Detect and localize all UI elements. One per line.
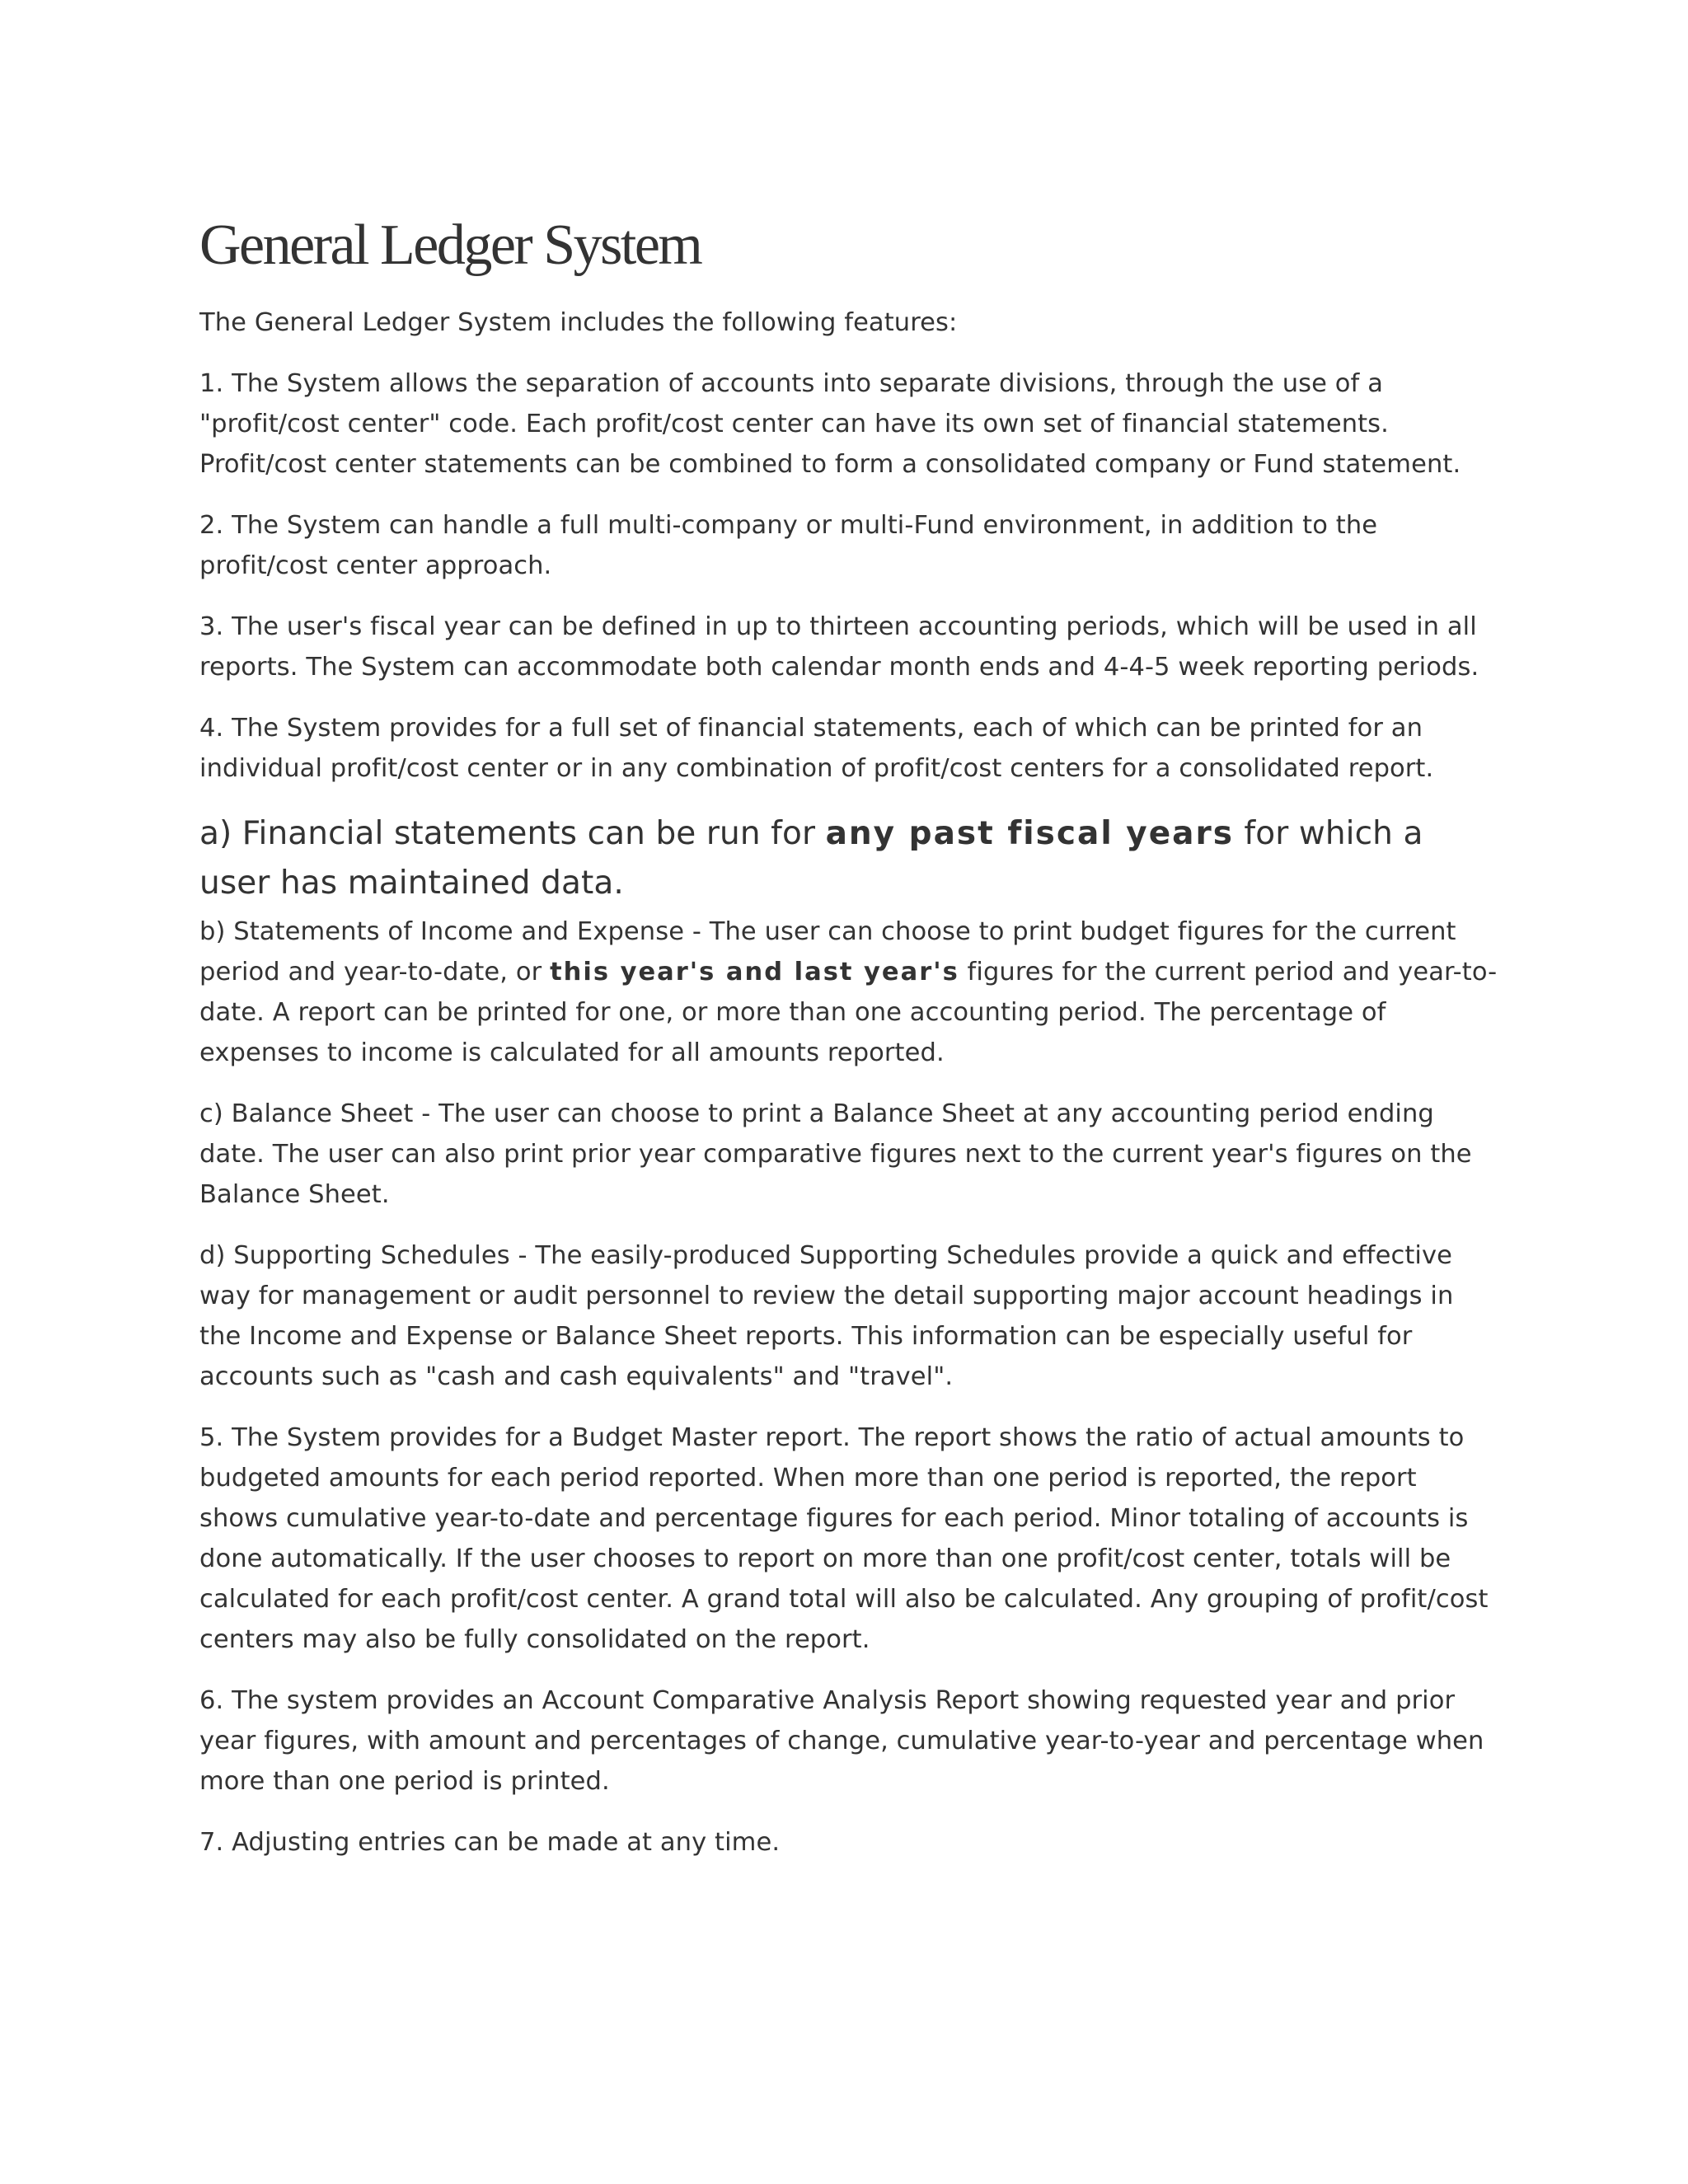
intro-paragraph: The General Ledger System includes the following features: bbox=[199, 307, 958, 337]
feature-item-3: 3. The user's fiscal year can be defined in up to thirteen accounting periods, which will be used in all reports. The System can accommodate both calendar month ends and 4-4-5 week reporting periods. bbox=[199, 612, 1479, 682]
item-a-text-before: a) Financial statements can be run for bbox=[199, 814, 826, 852]
feature-item-c: c) Balance Sheet - The user can choose to print a Balance Sheet at any accounting period ending date. The user can also print prior year comparative figures next to the current year's figures on the Balance Sheet. bbox=[199, 1099, 1472, 1209]
feature-item-6: 6. The system provides an Account Comparative Analysis Report showing requested year and prior year figures, with amount and percentages of change, cumulative year-to-year and percentage when more than one period is printed. bbox=[199, 1685, 1484, 1796]
document-page bbox=[199, 213, 1498, 1883]
item-b-text-before: b) Statements of Income and Expense - The user can choose to print budget figures for the current period and year-to-date, or bbox=[199, 916, 1456, 987]
feature-item-b bbox=[199, 912, 1498, 1073]
feature-item-d: d) Supporting Schedules - The easily-produced Supporting Schedules provide a quick and effective way for management or audit personnel to review the detail supporting major account headings in the Income and Expense or Balance Sheet reports. This information can be especially useful for accounts such as "cash and cash equivalents" and "travel". bbox=[199, 1240, 1454, 1391]
feature-item-1: 1. The System allows the separation of accounts into separate divisions, through the use of a "profit/cost center" code. Each profit/cost center can have its own set of financial statements. Profit/cost center statements can be combined to form a consolidated company or Fund statement. bbox=[199, 368, 1461, 479]
page-title: General Ledger System bbox=[199, 213, 701, 277]
item-b-emphasis: this year's and last year's bbox=[550, 957, 959, 987]
item-a-text-after: for which a user has maintained data. bbox=[199, 814, 1423, 902]
feature-item-4: 4. The System provides for a full set of financial statements, each of which can be printed for an individual profit/cost center or in any combination of profit/cost centers for a consolidated report. bbox=[199, 713, 1434, 783]
feature-item-2: 2. The System can handle a full multi-company or multi-Fund environment, in addition to the profit/cost center approach. bbox=[199, 510, 1378, 580]
item-a-emphasis: any past fiscal years bbox=[825, 814, 1234, 852]
feature-item-a bbox=[199, 809, 1498, 908]
feature-item-5: 5. The System provides for a Budget Master report. The report shows the ratio of actual amounts to budgeted amounts for each period reported. When more than one period is reported, the report shows cumulative year-to-date and percentage figures for each period. Minor totaling of accounts is done automatically. If the user chooses to report on more than one profit/cost center, totals will be calculated for each profit/cost center. A grand total will also be calculated. Any grouping of profit/cost centers may also be fully consolidated on the report. bbox=[199, 1422, 1489, 1654]
feature-item-7: 7. Adjusting entries can be made at any time. bbox=[199, 1827, 781, 1857]
item-b-text-after: figures for the current period and year-to-date. A report can be printed for one, or more than one accounting period. The percentage of expenses to income is calculated for all amounts reported. bbox=[199, 957, 1498, 1067]
